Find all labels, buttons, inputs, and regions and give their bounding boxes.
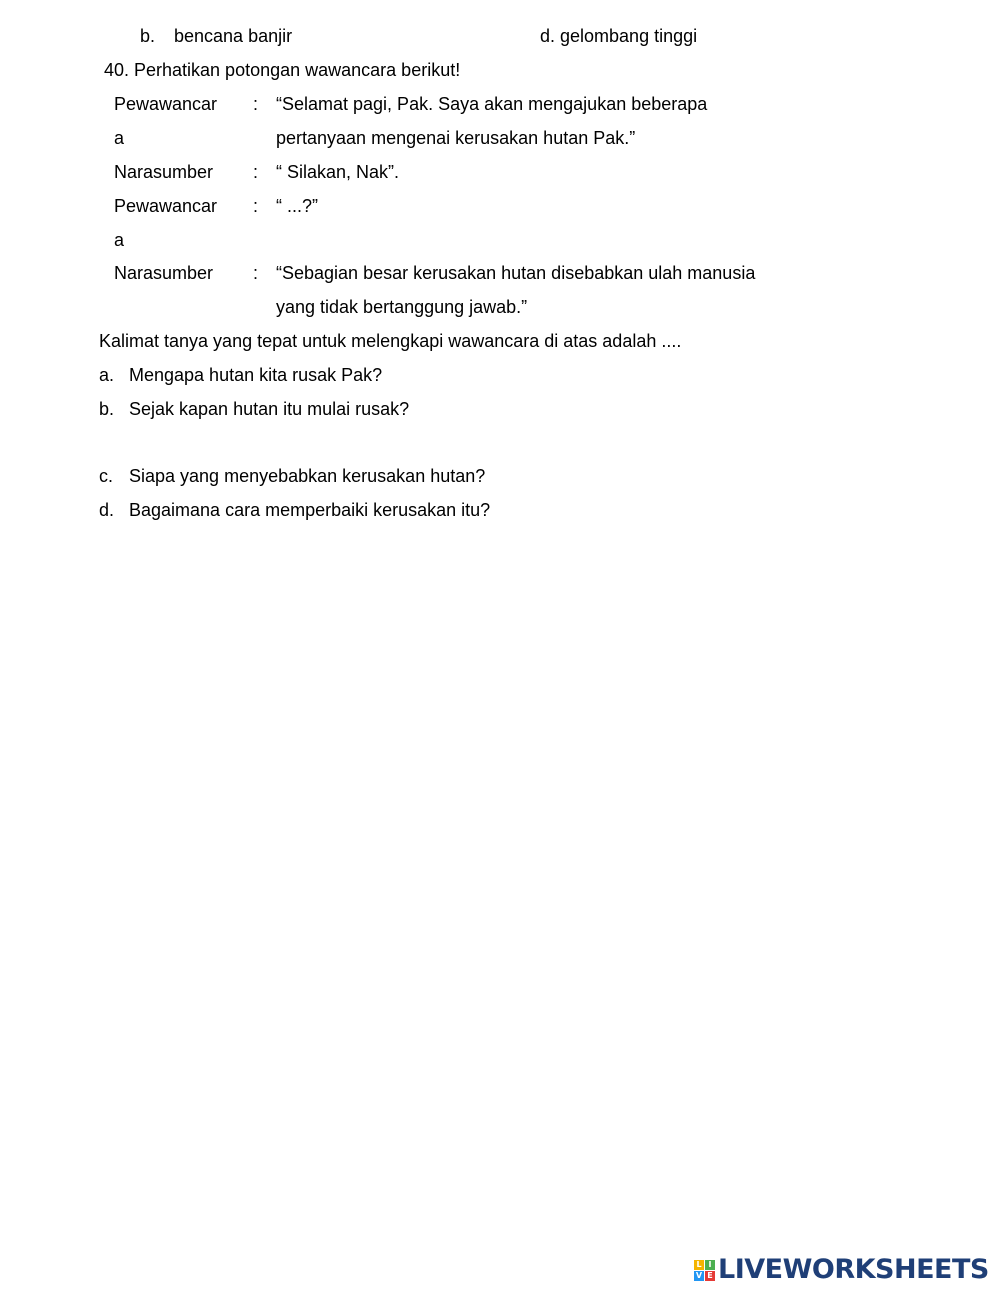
dialogue-speaker: Narasumber bbox=[114, 263, 214, 283]
dialogue-speaker-wrap: a bbox=[114, 128, 125, 148]
dialogue-line: yang tidak bertanggung jawab.” bbox=[276, 297, 528, 317]
dialogue-colon: : bbox=[253, 162, 259, 182]
logo-mark-icon bbox=[694, 1260, 715, 1281]
liveworksheets-logo bbox=[694, 1254, 989, 1286]
dialogue-line: “Sebagian besar kerusakan hutan disebabkan ulah manusia bbox=[276, 263, 756, 283]
prev-option-b-text: bencana banjir bbox=[174, 26, 293, 46]
dialogue-speaker: Pewawancar bbox=[114, 196, 218, 216]
question-stem: Kalimat tanya yang tepat untuk melengkapi wawancara di atas adalah .... bbox=[99, 331, 682, 351]
logo-mark-cell: L bbox=[694, 1260, 704, 1270]
answer-option-d[interactable] bbox=[99, 500, 490, 520]
logo-text: LIVEWORKSHEETS bbox=[718, 1254, 989, 1285]
option-letter: c. bbox=[99, 466, 114, 486]
option-letter: a. bbox=[99, 365, 115, 385]
option-text: Sejak kapan hutan itu mulai rusak? bbox=[129, 399, 410, 419]
prev-option-b-letter: b. bbox=[140, 26, 156, 46]
dialogue-colon: : bbox=[253, 94, 259, 114]
answer-option-b[interactable] bbox=[99, 399, 409, 419]
option-letter: b. bbox=[99, 399, 115, 419]
dialogue-speaker-wrap: a bbox=[114, 230, 125, 250]
option-text: Siapa yang menyebabkan kerusakan hutan? bbox=[129, 466, 486, 486]
dialogue-line: “Selamat pagi, Pak. Saya akan mengajukan beberapa bbox=[276, 94, 708, 114]
dialogue-line: “ Silakan, Nak”. bbox=[276, 162, 400, 182]
option-letter: d. bbox=[99, 500, 115, 520]
option-text: Mengapa hutan kita rusak Pak? bbox=[129, 365, 383, 385]
option-text: Bagaimana cara memperbaiki kerusakan itu? bbox=[129, 500, 491, 520]
answer-option-c[interactable] bbox=[99, 466, 485, 486]
prev-option-d-text: d. gelombang tinggi bbox=[540, 26, 698, 46]
dialogue-colon: : bbox=[253, 196, 259, 216]
dialogue-speaker: Narasumber bbox=[114, 162, 214, 182]
dialogue-line: pertanyaan mengenai kerusakan hutan Pak.” bbox=[276, 128, 636, 148]
question-prompt: Perhatikan potongan wawancara berikut! bbox=[134, 60, 461, 80]
answer-option-a[interactable] bbox=[99, 365, 382, 385]
logo-mark-cell: I bbox=[705, 1260, 715, 1270]
question-number: 40. bbox=[104, 60, 130, 80]
dialogue-colon: : bbox=[253, 263, 259, 283]
logo-mark-cell: V bbox=[695, 1270, 703, 1280]
dialogue-speaker: Pewawancar bbox=[114, 94, 218, 114]
logo-mark-cell: E bbox=[705, 1271, 715, 1281]
dialogue-line-blank: “ ...?” bbox=[276, 196, 319, 216]
